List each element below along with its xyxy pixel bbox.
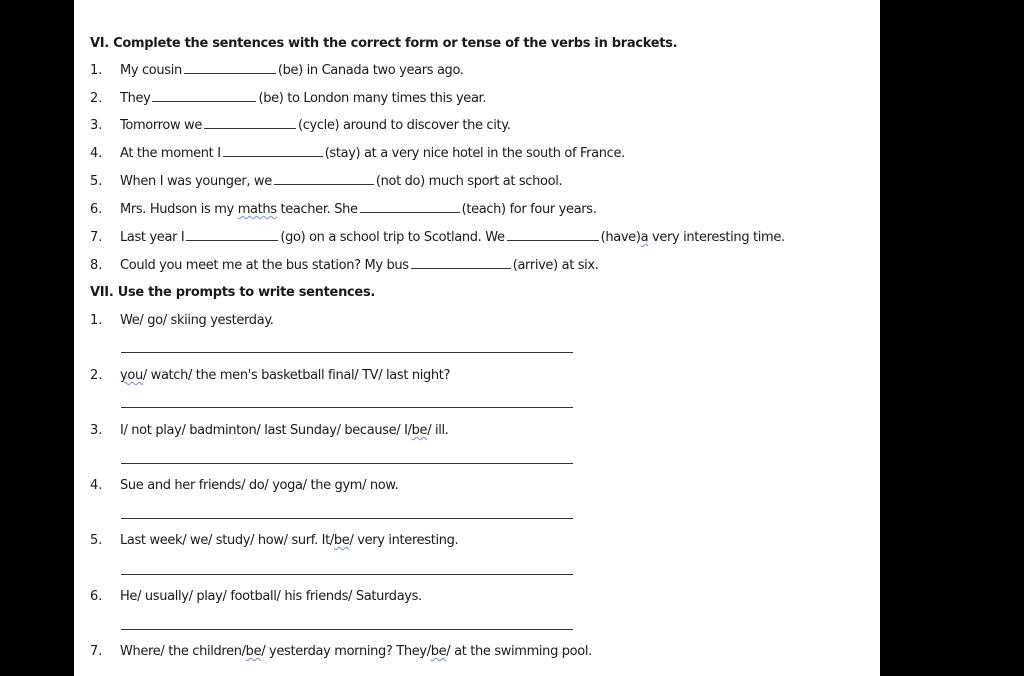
item-number: 1. (90, 313, 103, 328)
item-text: At the moment I (stay) at a very nice hotel in the south of France. (120, 146, 625, 161)
item-number: 5. (90, 533, 103, 548)
answer-blank[interactable] (274, 174, 374, 185)
item-number: 7. (90, 230, 103, 245)
answer-line[interactable] (121, 352, 573, 353)
item-text: Mrs. Hudson is my maths teacher. She (teach) for four years. (120, 202, 597, 217)
answer-blank[interactable] (184, 63, 276, 74)
prompt-text: We/ go/ skiing yesterday. (120, 313, 274, 328)
answer-line[interactable] (121, 574, 573, 575)
item-text: Last year I (go) on a school trip to Scotland. We (have)a very interesting time. (120, 230, 785, 245)
item-text: When I was younger, we (not do) much sport at school. (120, 174, 563, 189)
item-number: 6. (90, 589, 103, 604)
answer-blank[interactable] (204, 118, 296, 129)
section-vi-heading: VI. Complete the sentences with the correct form or tense of the verbs in brackets. (90, 36, 678, 51)
answer-blank[interactable] (186, 230, 278, 241)
answer-blank[interactable] (360, 202, 460, 213)
answer-blank[interactable] (507, 230, 599, 241)
prompt-text: Last week/ we/ study/ how/ surf. It/be/ very interesting. (120, 533, 459, 548)
prompt-text: Sue and her friends/ do/ yoga/ the gym/ now. (120, 478, 399, 493)
item-number: 6. (90, 202, 103, 217)
item-number: 4. (90, 146, 103, 161)
item-number: 5. (90, 174, 103, 189)
item-number: 7. (90, 644, 103, 659)
item-number: 8. (90, 258, 103, 273)
prompt-text: Where/ the children/be/ yesterday morning? They/be/ at the swimming pool. (120, 644, 592, 659)
answer-blank[interactable] (223, 146, 323, 157)
item-number: 1. (90, 63, 103, 78)
item-number: 3. (90, 423, 103, 438)
answer-blank[interactable] (152, 91, 256, 102)
item-number: 2. (90, 368, 103, 383)
worksheet-page (74, 0, 880, 676)
item-text: Tomorrow we (cycle) around to discover the city. (120, 118, 511, 133)
answer-line[interactable] (121, 518, 573, 519)
answer-line[interactable] (121, 407, 573, 408)
item-number: 2. (90, 91, 103, 106)
item-number: 4. (90, 478, 103, 493)
prompt-text: I/ not play/ badminton/ last Sunday/ because/ I/be/ ill. (120, 423, 449, 438)
prompt-text: He/ usually/ play/ football/ his friends/ Saturdays. (120, 589, 422, 604)
item-number: 3. (90, 118, 103, 133)
answer-line[interactable] (121, 463, 573, 464)
answer-blank[interactable] (411, 258, 511, 269)
item-text: Could you meet me at the bus station? My bus (arrive) at six. (120, 258, 599, 273)
item-text: My cousin (be) in Canada two years ago. (120, 63, 464, 78)
answer-line[interactable] (121, 629, 573, 630)
section-vii-heading: VII. Use the prompts to write sentences. (90, 285, 376, 300)
item-text: They (be) to London many times this year. (120, 91, 487, 106)
prompt-text: you/ watch/ the men's basketball final/ TV/ last night? (120, 368, 451, 383)
